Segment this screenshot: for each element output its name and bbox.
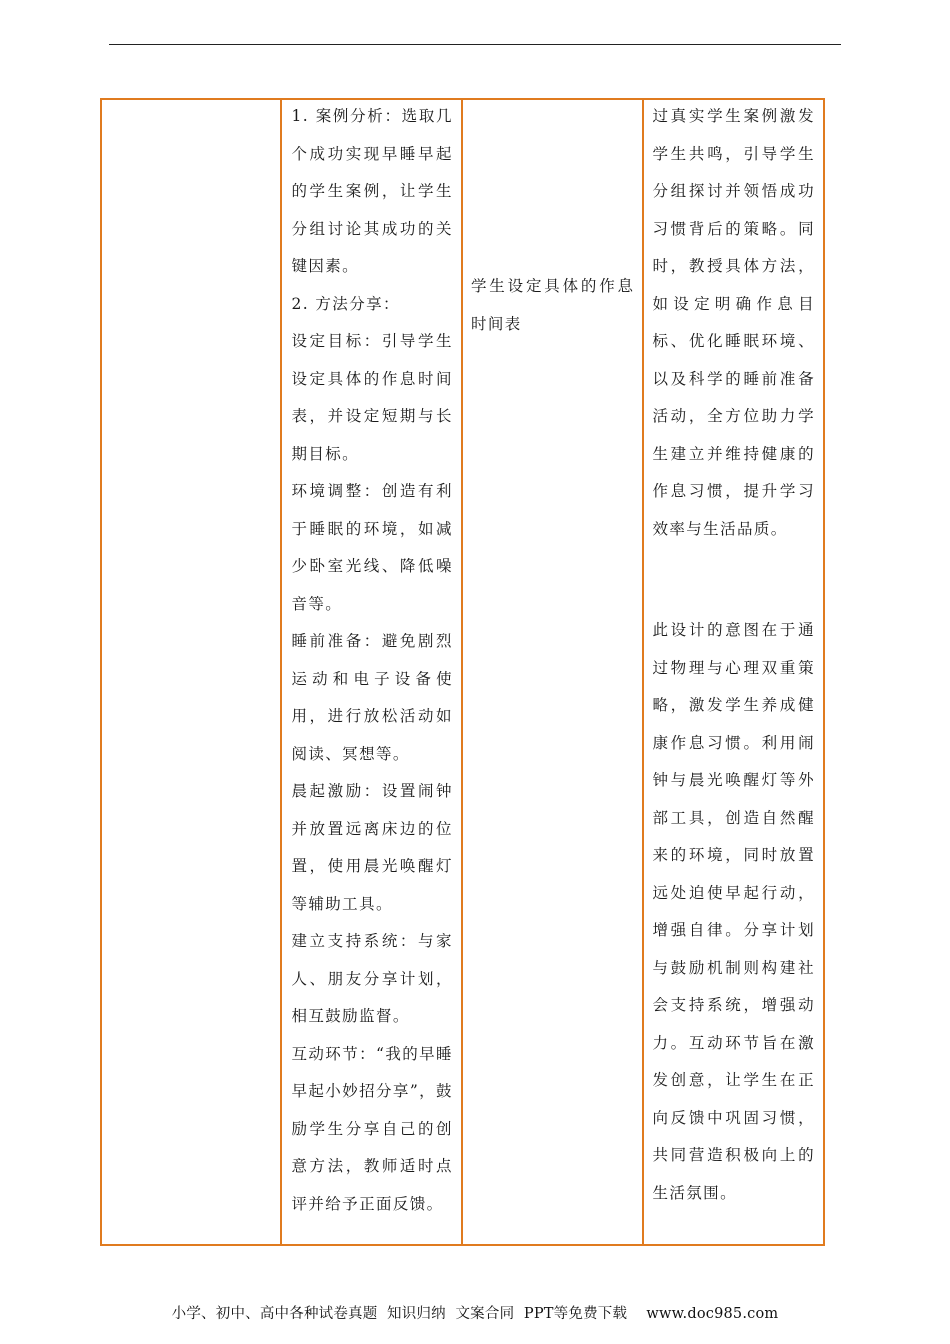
lesson-plan-table [100, 98, 825, 1246]
activity-item: 2. 方法分享： [291, 294, 400, 313]
table-row [101, 99, 824, 1245]
stage-cell [101, 99, 281, 1245]
header-rule [109, 44, 841, 45]
page-footer: 小学、初中、高中各种试卷真题 知识归纳 文案合同 PPT等免费下载 www.doc985.com [171, 1306, 779, 1322]
student-activity-cell [462, 99, 644, 1245]
teacher-activity-cell [281, 99, 461, 1245]
activity-item: 设定目标：引导学生设定具体的作息时间表，并设定短期与长期目标。 [291, 332, 453, 463]
student-activity-text: 学生设定具体的作息时间表 [470, 277, 635, 333]
design-intent-text [644, 98, 823, 1212]
design-intent-cell [643, 99, 824, 1245]
activity-item: 互动环节：“我的早睡早起小妙招分享”，鼓励学生分享自己的创意方法，教师适时点评并给予正面反馈。 [291, 1044, 453, 1213]
activity-item: 环境调整：创造有利于睡眠的环境，如减少卧室光线、降低噪音等。 [291, 482, 453, 613]
teacher-activity-text [282, 98, 460, 1223]
intent-paragraph: 此设计的意图在于通过物理与心理双重策略，激发学生养成健康作息习惯。利用闹钟与晨光唤醒灯等外部工具，创造自然醒来的环境，同时放置远处迫使早起行动，增强自律。分享计划与鼓励机制则构建社会支持系统，增强动力。互动环节旨在激发创意，让学生在正向反馈中巩固习惯，共同营造积极向上的生活氛围。 [652, 621, 815, 1202]
activity-item: 建立支持系统：与家人、朋友分享计划，相互鼓励监督。 [291, 932, 453, 1025]
activity-item: 睡前准备：避免剧烈运动和电子设备使用，进行放松活动如阅读、冥想等。 [291, 632, 453, 763]
activity-item: 1. 案例分析：选取几个成功实现早睡早起的学生案例，让学生分组讨论其成功的关键因素。 [291, 107, 453, 275]
intent-paragraph: 过真实学生案例激发学生共鸣，引导学生分组探讨并领悟成功习惯背后的策略。同时，教授具体方法，如设定明确作息目标、优化睡眠环境、以及科学的睡前准备活动，全方位助力学生建立并维持健康的作息习惯，提升学习效率与生活品质。 [652, 107, 815, 538]
activity-item: 晨起激励：设置闹钟并放置远离床边的位置，使用晨光唤醒灯等辅助工具。 [291, 782, 453, 913]
